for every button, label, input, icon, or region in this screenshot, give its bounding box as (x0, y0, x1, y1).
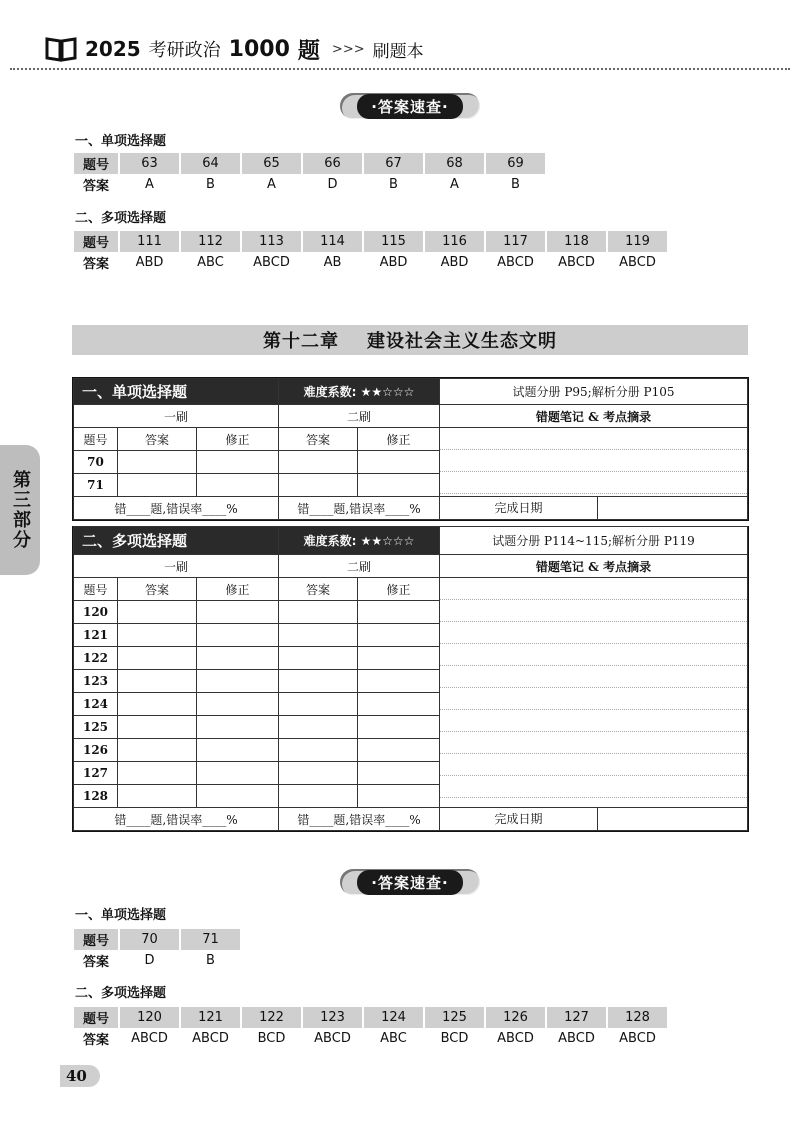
first-answer-cell[interactable] (118, 762, 197, 785)
header-count: 1000 (228, 36, 290, 62)
notes-header: 错题笔记 & 考点摘录 (440, 405, 748, 428)
question-number: 128 (608, 1007, 667, 1028)
question-number: 70 (74, 451, 118, 474)
answer-value: ABCD (497, 255, 534, 270)
second-answer-cell[interactable] (279, 601, 358, 624)
answer-value: ABCD (619, 1031, 656, 1046)
answer-value: ABC (380, 1031, 407, 1046)
question-number: 70 (120, 929, 179, 950)
col-ans: 答案 (279, 578, 358, 601)
label-ans: 答案 (82, 955, 109, 970)
answer-value: A (450, 177, 459, 192)
answer-value: BCD (257, 1031, 286, 1046)
question-number: 112 (181, 231, 240, 252)
label-num: 题号 (74, 929, 118, 950)
second-answer-cell[interactable] (279, 785, 358, 808)
question-number: 119 (608, 231, 667, 252)
difficulty-rating: 难度系数: ★★☆☆☆ (303, 534, 415, 548)
second-answer-cell[interactable] (279, 693, 358, 716)
first-correction-cell[interactable] (197, 451, 279, 474)
header-ti: 题 (297, 38, 320, 64)
label-num: 题号 (74, 153, 118, 174)
second-answer-cell[interactable] (279, 762, 358, 785)
reference-pages: 试题分册 P114~115;解析分册 P119 (440, 527, 748, 555)
second-correction-cell[interactable] (358, 693, 440, 716)
answer-value: ABCD (253, 255, 290, 270)
answer-value: ABD (379, 255, 408, 270)
col-num: 题号 (74, 578, 118, 601)
question-number: 65 (242, 153, 301, 174)
col-ans: 答案 (118, 578, 197, 601)
top-single-table (72, 153, 547, 195)
reference-pages: 试题分册 P95;解析分册 P105 (440, 379, 748, 405)
first-answer-cell[interactable] (118, 474, 197, 497)
question-number: 126 (486, 1007, 545, 1028)
answer-value: ABCD (314, 1031, 351, 1046)
second-correction-cell[interactable] (358, 762, 440, 785)
answer-value: ABCD (192, 1031, 229, 1046)
question-number: 123 (303, 1007, 362, 1028)
first-answer-cell[interactable] (118, 647, 197, 670)
bottom-single-table (72, 929, 242, 971)
header-arrows: >>> (331, 41, 365, 57)
question-number: 111 (120, 231, 179, 252)
error-rate-second: 错____题,错误率____% (279, 497, 440, 520)
question-number: 121 (74, 624, 118, 647)
col-fix: 修正 (358, 578, 440, 601)
second-answer-cell[interactable] (279, 451, 358, 474)
second-correction-cell[interactable] (358, 647, 440, 670)
question-number: 124 (74, 693, 118, 716)
finish-date-field[interactable] (598, 808, 747, 830)
page-number: 40 (60, 1065, 100, 1087)
first-answer-cell[interactable] (118, 451, 197, 474)
question-number: 126 (74, 739, 118, 762)
chapter-name: 建设社会主义生态文明 (367, 331, 557, 352)
second-correction-cell[interactable] (358, 716, 440, 739)
bottom-multi-title: 二、多项选择题 (75, 986, 167, 1001)
header-year: 2025 (85, 37, 141, 61)
grid-section-title: 一、单项选择题 (82, 383, 188, 401)
first-correction-cell[interactable] (197, 624, 279, 647)
question-number: 69 (486, 153, 545, 174)
question-number: 115 (364, 231, 423, 252)
answer-value: ABCD (131, 1031, 168, 1046)
question-number: 63 (120, 153, 179, 174)
single-practice-grid (72, 377, 749, 521)
top-single-title: 一、单项选择题 (75, 134, 167, 149)
badge-label: ·答案速查· (357, 870, 462, 895)
bottom-multi-table (72, 1007, 669, 1049)
label-ans: 答案 (82, 179, 109, 194)
book-icon (45, 36, 77, 62)
multi-practice-grid (72, 526, 749, 832)
notes-header: 错题笔记 & 考点摘录 (440, 555, 748, 578)
question-number: 66 (303, 153, 362, 174)
notes-area[interactable] (440, 428, 748, 497)
col-ans: 答案 (118, 428, 197, 451)
second-correction-cell[interactable] (358, 785, 440, 808)
second-answer-cell[interactable] (279, 624, 358, 647)
col-fix: 修正 (197, 578, 279, 601)
answer-value: ABCD (558, 255, 595, 270)
answer-value: BCD (440, 1031, 469, 1046)
answer-value: B (206, 177, 215, 192)
answer-value: ABCD (619, 255, 656, 270)
question-number: 123 (74, 670, 118, 693)
finish-date-label: 完成日期 (440, 497, 598, 519)
question-number: 64 (181, 153, 240, 174)
chapter-number: 第十二章 (263, 331, 339, 352)
question-number: 67 (364, 153, 423, 174)
question-number: 122 (242, 1007, 301, 1028)
answer-value: ABD (135, 255, 164, 270)
question-number: 125 (74, 716, 118, 739)
first-pass-header: 一刷 (74, 405, 279, 428)
question-number: 71 (74, 474, 118, 497)
badge-label: ·答案速查· (357, 94, 462, 119)
second-pass-header: 二刷 (279, 405, 440, 428)
answer-value: ABD (440, 255, 469, 270)
answer-value: ABCD (558, 1031, 595, 1046)
answer-value: AB (323, 255, 342, 270)
first-correction-cell[interactable] (197, 785, 279, 808)
first-answer-cell[interactable] (118, 716, 197, 739)
question-number: 118 (547, 231, 606, 252)
first-pass-header: 一刷 (74, 555, 279, 578)
col-num: 题号 (74, 428, 118, 451)
answer-value: A (267, 177, 276, 192)
first-correction-cell[interactable] (197, 693, 279, 716)
first-answer-cell[interactable] (118, 670, 197, 693)
col-ans: 答案 (279, 428, 358, 451)
first-correction-cell[interactable] (197, 739, 279, 762)
error-rate-second: 错____题,错误率____% (279, 808, 440, 831)
difficulty-rating: 难度系数: ★★☆☆☆ (303, 385, 415, 399)
question-number: 116 (425, 231, 484, 252)
finish-date-label: 完成日期 (440, 808, 598, 830)
second-correction-cell[interactable] (358, 624, 440, 647)
error-rate-first: 错____题,错误率____% (74, 497, 279, 520)
first-correction-cell[interactable] (197, 601, 279, 624)
first-answer-cell[interactable] (118, 624, 197, 647)
answer-value: A (145, 177, 154, 192)
question-number: 71 (181, 929, 240, 950)
bottom-single-title: 一、单项选择题 (75, 908, 167, 923)
question-number: 127 (547, 1007, 606, 1028)
answer-quick-badge (340, 869, 480, 895)
answer-value: ABCD (497, 1031, 534, 1046)
label-ans: 答案 (82, 1033, 109, 1048)
answer-value: D (327, 177, 338, 192)
second-answer-cell[interactable] (279, 739, 358, 762)
chapter-title (72, 325, 748, 355)
answer-value: ABC (197, 255, 224, 270)
second-answer-cell[interactable] (279, 474, 358, 497)
header-book: 刷题本 (372, 41, 424, 62)
question-number: 128 (74, 785, 118, 808)
label-ans: 答案 (82, 257, 109, 272)
label-num: 题号 (74, 1007, 118, 1028)
answer-value: B (389, 177, 398, 192)
first-correction-cell[interactable] (197, 647, 279, 670)
question-number: 125 (425, 1007, 484, 1028)
question-number: 68 (425, 153, 484, 174)
question-number: 122 (74, 647, 118, 670)
first-correction-cell[interactable] (197, 670, 279, 693)
label-num: 题号 (74, 231, 118, 252)
first-answer-cell[interactable] (118, 601, 197, 624)
first-answer-cell[interactable] (118, 785, 197, 808)
first-correction-cell[interactable] (197, 762, 279, 785)
grid-section-title: 二、多项选择题 (82, 532, 188, 550)
question-number: 114 (303, 231, 362, 252)
answer-value: B (206, 953, 215, 968)
top-multi-table (72, 231, 669, 273)
answer-quick-badge (340, 93, 480, 119)
finish-date-field[interactable] (598, 497, 747, 519)
second-answer-cell[interactable] (279, 716, 358, 739)
second-correction-cell[interactable] (358, 601, 440, 624)
first-correction-cell[interactable] (197, 474, 279, 497)
answer-value: B (511, 177, 520, 192)
notes-area[interactable] (440, 578, 748, 808)
error-rate-first: 错____题,错误率____% (74, 808, 279, 831)
col-fix: 修正 (197, 428, 279, 451)
question-number: 121 (181, 1007, 240, 1028)
second-correction-cell[interactable] (358, 451, 440, 474)
second-answer-cell[interactable] (279, 670, 358, 693)
page-header (45, 34, 424, 64)
second-correction-cell[interactable] (358, 670, 440, 693)
second-correction-cell[interactable] (358, 739, 440, 762)
header-divider (10, 68, 790, 70)
top-multi-title: 二、多项选择题 (75, 211, 167, 226)
question-number: 120 (120, 1007, 179, 1028)
answer-value: D (144, 953, 155, 968)
second-correction-cell[interactable] (358, 474, 440, 497)
question-number: 124 (364, 1007, 423, 1028)
question-number: 113 (242, 231, 301, 252)
header-subject: 考研政治 (148, 40, 221, 61)
second-answer-cell[interactable] (279, 647, 358, 670)
question-number: 127 (74, 762, 118, 785)
col-fix: 修正 (358, 428, 440, 451)
question-number: 120 (74, 601, 118, 624)
first-answer-cell[interactable] (118, 693, 197, 716)
first-answer-cell[interactable] (118, 739, 197, 762)
part-side-tab: 第三部分 (0, 445, 40, 575)
first-correction-cell[interactable] (197, 716, 279, 739)
second-pass-header: 二刷 (279, 555, 440, 578)
question-number: 117 (486, 231, 545, 252)
